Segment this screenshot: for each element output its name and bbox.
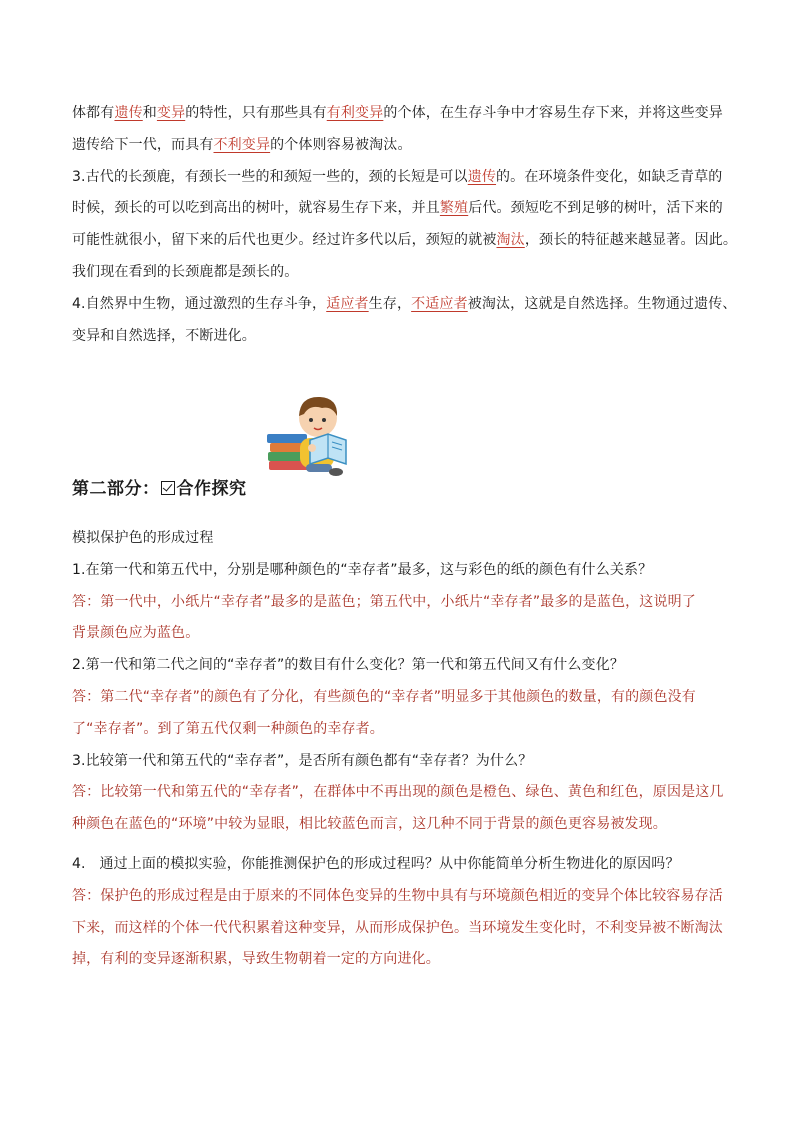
answer-2-line: 答：第二代“幸存者”的颜色有了分化，有些颜色的“幸存者”明显多于其他颜色的数量，有的颜色没有 <box>72 688 696 705</box>
text-line <box>72 130 732 162</box>
keyword: 遗传 <box>114 105 143 121</box>
text-line <box>72 225 738 257</box>
answer-1-line: 答：第一代中，小纸片“幸存者”最多的是蓝色；第五代中，小纸片“幸存者”最多的是蓝色，这说明了 <box>72 593 696 610</box>
text: 的个体则容易被淘汰。 <box>270 136 412 153</box>
section-title <box>72 474 247 499</box>
text: 3.古代的长颈鹿，有颈长一些的和颈短一些的，颈的长短是可以 <box>72 168 468 185</box>
answer-3-line: 种颜色在蓝色的“环境”中较为显眼，相比较蓝色而言，这几种不同于背景的颜色更容易被发现。 <box>72 816 667 833</box>
text-line <box>72 98 732 130</box>
answer-1-line: 背景颜色应为蓝色。 <box>72 625 200 642</box>
text-line <box>72 162 732 194</box>
text: 变异和自然选择，不断进化。 <box>72 327 256 344</box>
text: 体都有 <box>72 105 115 121</box>
boy-reading-illustration <box>266 388 352 478</box>
question-4: 4. 通过上面的模拟实验，你能推测保护色的形成过程吗？从中你能简单分析生物进化的原因吗？ <box>72 855 680 872</box>
answer-4-line: 掉，有利的变异逐渐积累，导致生物朝着一定的方向进化。 <box>72 951 440 968</box>
section-title-text: 合作探究 <box>176 479 247 499</box>
heading: 模拟保护色的形成过程 <box>72 530 214 546</box>
text: 可能性就很小，留下来的后代也更少。经过许多代以后，颈短的就被 <box>72 232 497 249</box>
keyword: 适应者 <box>326 295 369 312</box>
text: 时候，颈长的可以吃到高出的树叶，就容易生存下来，并且 <box>72 200 440 217</box>
text: 和 <box>142 105 157 121</box>
text-line <box>72 289 737 321</box>
text: 的个体，在生存斗争中才容易生存下来，并将这些变异 <box>383 105 723 121</box>
text: 被淘汰，这就是自然选择。生物通过遗传、 <box>467 295 737 312</box>
answer-2-line: 了“幸存者”。到了第五代仅剩一种颜色的幸存者。 <box>72 720 384 737</box>
text: 4.自然界中生物，通过激烈的生存斗争， <box>72 295 327 312</box>
keyword: 不适应者 <box>411 295 468 312</box>
text: 后代。颈短吃不到足够的树叶，活下来的 <box>468 200 723 217</box>
part1-text <box>72 98 738 352</box>
text: 遗传给下一代，而具有 <box>72 136 214 153</box>
text-line <box>72 193 732 225</box>
answer-4-line: 答：保护色的形成过程是由于原来的不同体色变异的生物中具有与环境颜色相近的变异个体比较容易存活 <box>72 887 723 904</box>
checkbox-icon <box>161 481 175 495</box>
keyword: 不利变异 <box>213 136 271 153</box>
question-1: 1.在第一代和第五代中，分别是哪种颜色的“幸存者”最多，这与彩色的纸的颜色有什么关系？ <box>72 561 653 578</box>
question-2: 2.第一代和第二代之间的“幸存者”的数目有什么变化？第一代和第五代间又有什么变化？ <box>72 657 625 674</box>
section-title-prefix: 第二部分： <box>72 479 160 499</box>
text: ，颈长的特征越来越显著。因此。 <box>524 232 738 249</box>
answer-4-line: 下来，而这样的个体一代代积累着这种变异，从而形成保护色。当环境发生变化时，不利变异被不断淘汰 <box>72 919 723 936</box>
keyword: 遗传 <box>467 168 497 185</box>
text-line <box>72 257 732 289</box>
text: 的特性，只有那些具有 <box>185 105 327 121</box>
text: 生存， <box>368 295 412 312</box>
keyword: 淘汰 <box>496 232 525 249</box>
keyword: 繁殖 <box>439 200 469 217</box>
part2-content <box>72 523 732 976</box>
text: 我们现在看到的长颈鹿都是颈长的。 <box>72 263 299 280</box>
text-line <box>72 321 732 353</box>
answer-3-line: 答：比较第一代和第五代的“幸存者”，在群体中不再出现的颜色是橙色、绿色、黄色和红色，原因是这几 <box>72 784 724 801</box>
keyword: 有利变异 <box>326 105 384 121</box>
question-3: 3.比较第一代和第五代的“幸存者”，是否所有颜色都有“幸存者？为什么？ <box>72 752 533 769</box>
text: 的。在环境条件变化，如缺乏青草的 <box>496 168 723 185</box>
keyword: 变异 <box>156 105 186 121</box>
